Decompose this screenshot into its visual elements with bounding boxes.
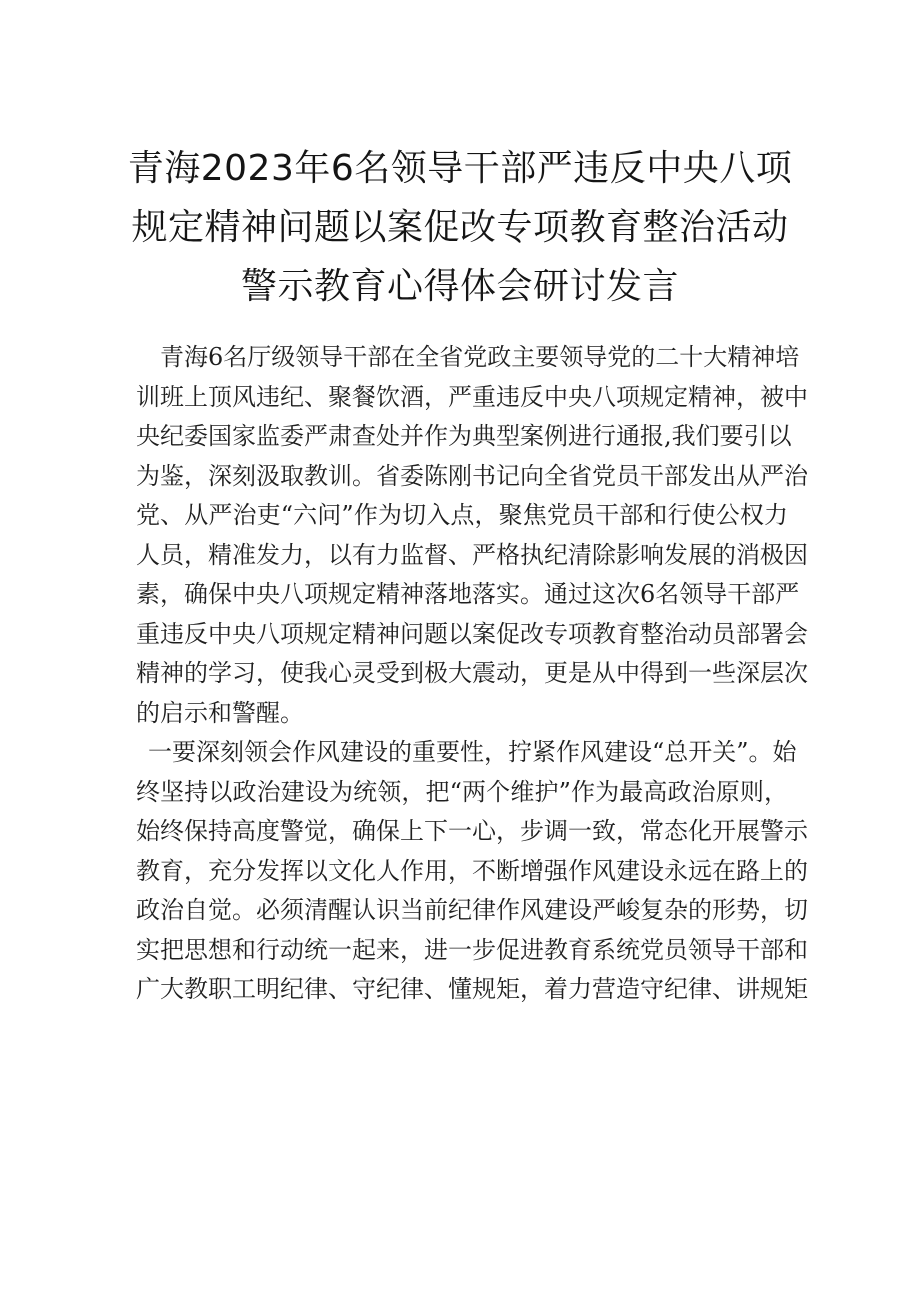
paragraph-line: 党、从严治吏“六问”作为切入点，聚焦党员干部和行使公权力 <box>136 501 788 529</box>
paragraph-line: 央纪委国家监委严肃查处并作为典型案例进行通报,我们要引以 <box>136 422 792 450</box>
paragraph-line: 精神的学习，使我心灵受到极大震动，更是从中得到一些深层次 <box>136 659 808 687</box>
paragraph-line: 素，确保中央八项规定精神落地落实。通过这次6名领导干部严 <box>136 580 800 608</box>
paragraph-line: 广大教职工明纪律、守纪律、懂规矩，着力营造守纪律、讲规矩 <box>136 975 808 1003</box>
paragraph-line: 实把思想和行动统一起来，进一步促进教育系统党员领导干部和 <box>136 935 808 964</box>
paragraph-line: 训班上顶风违纪、聚餐饮酒，严重违反中央八项规定精神，被中 <box>136 382 808 411</box>
paragraph-2 <box>136 733 808 1010</box>
paragraph-line: 一要深刻领会作风建设的重要性，拧紧作风建设“总开关”。始 <box>148 738 797 766</box>
title-line-1: 青海2023年6名领导干部严违反中央八项 <box>127 148 793 189</box>
paragraph-line: 终坚持以政治建设为统领，把“两个维护”作为最高政治原则， <box>136 777 788 806</box>
paragraph-line: 始终保持高度警觉，确保上下一心，步调一致，常态化开展警示 <box>136 817 808 845</box>
document-title <box>70 139 850 316</box>
paragraph-line: 为鉴，深刻汲取教训。省委陈刚书记向全省党员干部发出从严治 <box>136 461 808 490</box>
paragraph-line: 教育，充分发挥以文化人作用，不断增强作风建设永远在路上的 <box>136 856 808 885</box>
paragraph-line: 政治自觉。必须清醒认识当前纪律作风建设严峻复杂的形势，切 <box>136 896 808 924</box>
paragraph-line: 青海6名厅级领导干部在全省党政主要领导党的二十大精神培 <box>160 343 800 371</box>
paragraph-line: 的启示和警醒。 <box>136 698 304 727</box>
document-body <box>136 338 808 1010</box>
paragraph-line: 重违反中央八项规定精神问题以案促改专项教育整治动员部署会 <box>136 619 808 648</box>
title-line-3: 警示教育心得体会研讨发言 <box>240 266 679 307</box>
paragraph-1 <box>136 338 808 733</box>
paragraph-line: 人员，精准发力，以有力监督、严格执纪清除影响发展的消极因 <box>136 540 808 569</box>
title-line-2: 规定精神问题以案促改专项教育整治活动 <box>131 207 789 248</box>
